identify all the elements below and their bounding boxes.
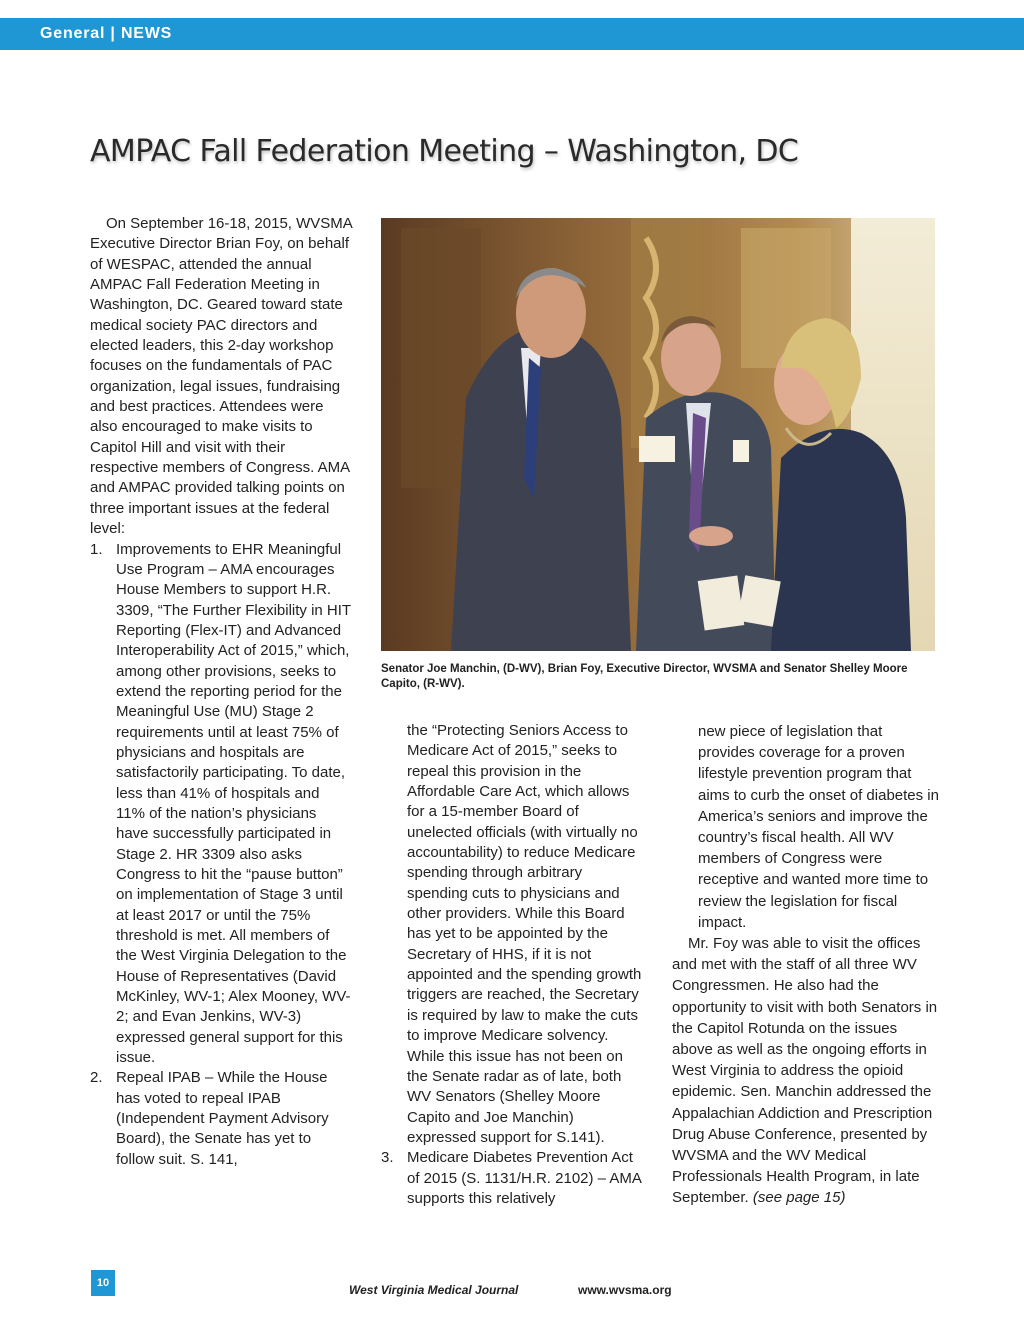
list-number: 2. <box>90 1069 103 1087</box>
photo-caption: Senator Joe Manchin, (D-WV), Brian Foy, Executive Director, WVSMA and Senator Shelley Moore Capito, (R-WV). <box>381 663 908 690</box>
journal-name: West Virginia Medical Journal <box>349 1283 519 1297</box>
article-continued-paragraph: new piece of legislation that provides coverage for a proven lifestyle prevention program that aims to curb the onset of diabetes in America’s seniors and improve the country’s fiscal health. All WV members of Congress were receptive and wanted more time to review the legislation for fiscal impact. <box>698 723 939 931</box>
see-page-reference: (see page 15) <box>752 1189 846 1207</box>
closing-text: Mr. Foy was able to visit the offices and met with the staff of all three WV Congressmen. He also had the opportunity to visit with both Senators in the Capitol Rotunda on the issues above as well as the ongoing efforts in West Virginia to address the opioid epidemic. Sen. Manchin addressed the Appalachian Addiction and Prescription Drug Abuse Conference, presented by WVSMA and the WV Medical Professionals Health Program, in late September. <box>672 935 938 1207</box>
website-url: www.wvsma.org <box>578 1283 672 1297</box>
list-item-1 <box>90 540 352 1069</box>
page-number: 10 <box>91 1270 115 1296</box>
list-number: 1. <box>90 540 103 558</box>
photo-illustration <box>381 218 935 651</box>
list-item-text: Improvements to EHR Meaningful Use Program – AMA encourages House Members to support H.R. 3309, “The Further Flexibility in HIT Reporting (Flex-IT) and Advanced Interoperability Act of 2015,” which, among other provisions, seeks to extend the reporting period for the Meaningful Use (MU) Stage 2 requirements until at least 75% of physicians and hospitals are satisfactorily participating. To date, less than 41% of hospitals and 11% of the nation’s physicians have successfully participated in Stage 2. HR 3309 also asks Congress to hit the “pause button” on implementation of Stage 3 until at least 2017 or until the 75% threshold is met. All members of the West Virginia Delegation to the House of Representatives (David McKinley, WV-1; Alex Mooney, WV-2; and Evan Jenkins, WV-3) expressed general support for this issue. <box>116 540 351 1067</box>
article-continued-paragraph: the “Protecting Seniors Access to Medicare Act of 2015,” seeks to repeal this provision in the Affordable Care Act, which allows for a 15-member Board of unelected officials (with virtually no accountability) to reduce Medicare spending through arbitrary spending cuts to physicians and other providers. While this Board has yet to be appointed by the Secretary of HHS, if it is not appointed and the spending growth triggers are reached, the Secretary is required by law to make the cuts to improve Medicare solvency. While this issue has not been on the Senate radar as of late, both WV Senators (Shelley Moore Capito and Joe Manchin) expressed support for S.141). <box>407 722 642 1146</box>
senators-photo <box>381 218 935 651</box>
article-intro-paragraph: On September 16-18, 2015, WVSMA Executive Director Brian Foy, on behalf of WESPAC, attended the annual AMPAC Fall Federation Meeting in Washington, DC. Geared toward state medical society PAC directors and elected leaders, this 2-day workshop focuses on the fundamentals of PAC organization, legal issues, fundraising and best practices. Attendees were also encouraged to make visits to Capitol Hill and visit with their respective members of Congress. AMA and AMPAC provided talking points on three important issues at the federal level: <box>90 215 352 538</box>
article-column-2 <box>381 721 643 1209</box>
list-item-2 <box>90 1068 352 1170</box>
list-item-text: Repeal IPAB – While the House has voted to repeal IPAB (Independent Payment Advisory Board), the Senate has yet to follow suit. S. 141, <box>116 1069 329 1168</box>
article-title: AMPAC Fall Federation Meeting – Washington, DC <box>90 134 799 169</box>
article-column-3 <box>672 721 940 1209</box>
section-label: General | NEWS <box>40 25 173 42</box>
list-item-text: Medicare Diabetes Prevention Act of 2015 (S. 1131/H.R. 2102) – AMA supports this relatively <box>407 1149 642 1207</box>
section-header-bar <box>0 18 1024 50</box>
article-column-1 <box>90 214 352 1170</box>
list-item-3 <box>381 1148 643 1209</box>
article-closing-paragraph <box>672 933 940 1209</box>
list-number: 3. <box>381 1149 394 1167</box>
